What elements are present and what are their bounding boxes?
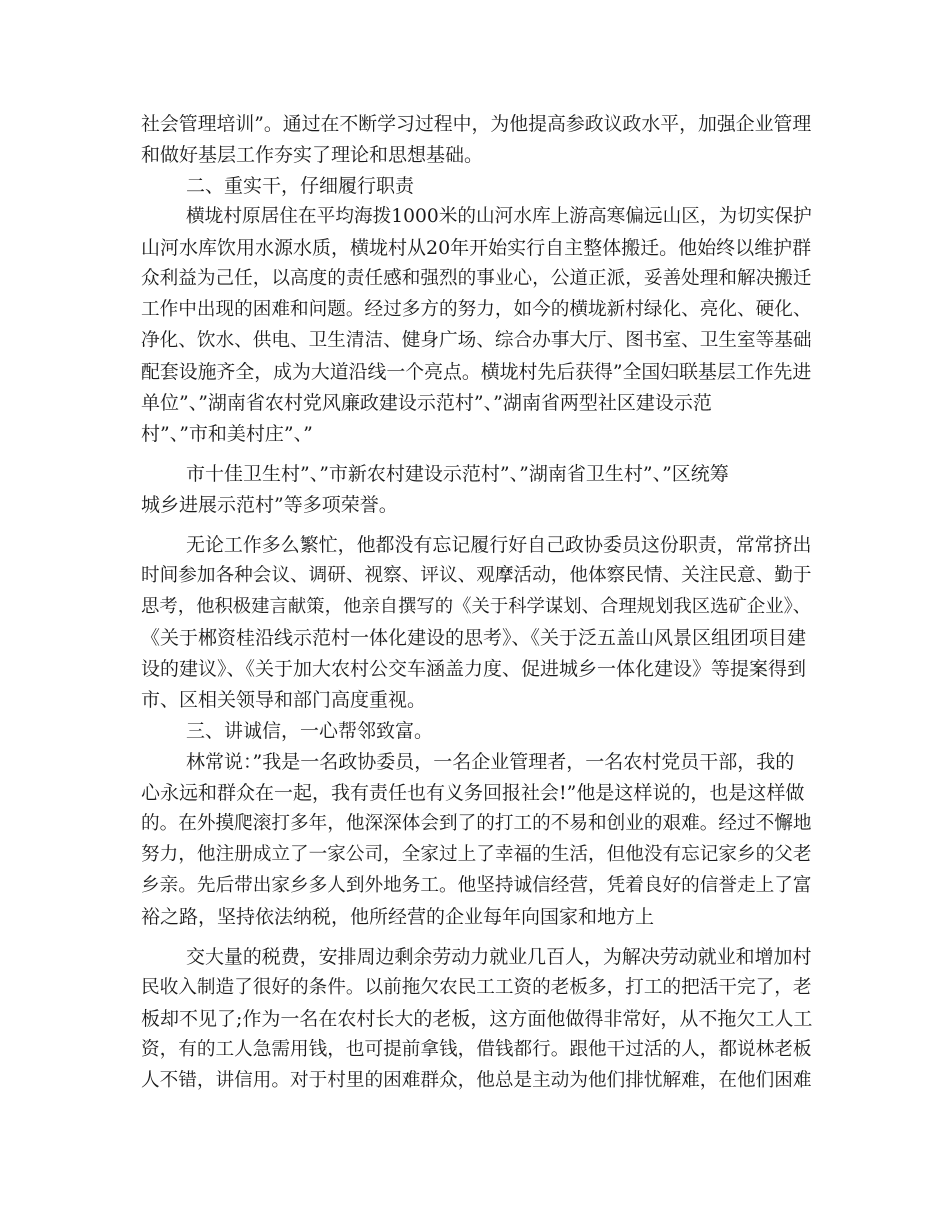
- text-line: 的。在外摸爬滚打多年，他深深体会到了的打工的不易和创业的艰难。经过不懈地: [141, 813, 812, 834]
- text-line: 心永远和群众在一起，我有责任也有义务回报社会!”他是这样说的，也是这样做: [141, 782, 805, 804]
- text-line: 思考，他积极建言献策，他亲自撰写的《关于科学谋划、合理规划我区选矿企业》、: [141, 596, 812, 617]
- text-line: 无论工作多么繁忙，他都没有忘记履行好自己政协委员这份职责，常常挤出: [186, 534, 812, 556]
- section-heading: 三、讲诚信，一心帮邻致富。: [186, 720, 434, 742]
- text-line: 林常说：”我是一名政协委员，一名企业管理者，一名农村党员干部，我的: [186, 751, 795, 773]
- text-line: 村”、”市和美村庄”、”: [141, 423, 313, 445]
- text-line: 单位”、”湖南省农村党风廉政建设示范村”、”湖南省两型社区建设示范: [141, 392, 712, 414]
- text-line: 社会管理培训”。通过在不断学习过程中，为他提高参政议政水平，加强企业管理: [141, 113, 812, 135]
- text-line: 资，有的工人急需用钱，也可提前拿钱，借钱都行。跟他干过活的人，都说林老板: [141, 1039, 812, 1060]
- text-line: 裕之路，坚持依法纳税，他所经营的企业每年向国家和地方上: [141, 906, 655, 928]
- text-line: 工作中出现的困难和问题。经过多方的努力，如今的横垅新村绿化、亮化、硬化、: [141, 299, 812, 320]
- text-line: 人不错，讲信用。对于村里的困难群众，他总是主动为他们排忧解难，在他们困难: [141, 1070, 812, 1091]
- text-line: 努力，他注册成立了一家公司，全家过上了幸福的生活，但他没有忘记家乡的父老: [141, 844, 812, 865]
- text-line: 配套设施齐全，成为大道沿线一个亮点。横垅村先后获得”全国妇联基层工作先进: [141, 361, 812, 383]
- text-line: 板却不见了;作为一名在农村长大的老板，这方面他做得非常好，从不拖欠工人工: [141, 1008, 813, 1030]
- text-line: 交大量的税费，安排周边剩余劳动力就业几百人，为解决劳动就业和增加村: [186, 946, 812, 968]
- text-line: 横垅村原居住在平均海拨1000米的山河水库上游高寒偏远山区，为切实保护: [186, 206, 812, 227]
- text-line: 民收入制造了很好的条件。以前拖欠农民工工资的老板多，打工的把活干完了，老: [141, 977, 812, 998]
- text-line: 市、区相关领导和部门高度重视。: [141, 689, 427, 711]
- text-line: 《关于郴资桂沿线示范村一体化建设的思考》、《关于泛五盖山风景区组团项目建: [141, 627, 807, 649]
- text-line: 山河水库饮用水源水质，横垅村从20年开始实行自主整体搬迁。他始终以维护群: [141, 237, 812, 259]
- text-line: 城乡进展示范村”等多项荣誉。: [141, 494, 398, 516]
- text-line: 净化、饮水、供电、卫生清洁、健身广场、综合办事大厅、图书室、卫生室等基础: [141, 330, 812, 351]
- text-line: 设的建议》、《关于加大农村公交车涵盖力度、促进城乡一体化建设》等提案得到: [141, 658, 807, 680]
- text-line: 市十佳卫生村”、”市新农村建设示范村”、”湖南省卫生村”、”区统筹: [186, 463, 729, 485]
- text-line: 众利益为己任，以高度的责任感和强烈的事业心，公道正派，妥善处理和解决搬迁: [141, 268, 812, 289]
- text-line: 时间参加各种会议、调研、视察、评议、观摩活动，他体察民情、关注民意、勤于: [141, 565, 812, 586]
- section-heading: 二、重实干，仔细履行职责: [186, 175, 415, 197]
- text-line: 乡亲。先后带出家乡多人到外地务工。他坚持诚信经营，凭着良好的信誉走上了富: [141, 875, 812, 896]
- text-line: 和做好基层工作夯实了理论和思想基础。: [141, 144, 484, 166]
